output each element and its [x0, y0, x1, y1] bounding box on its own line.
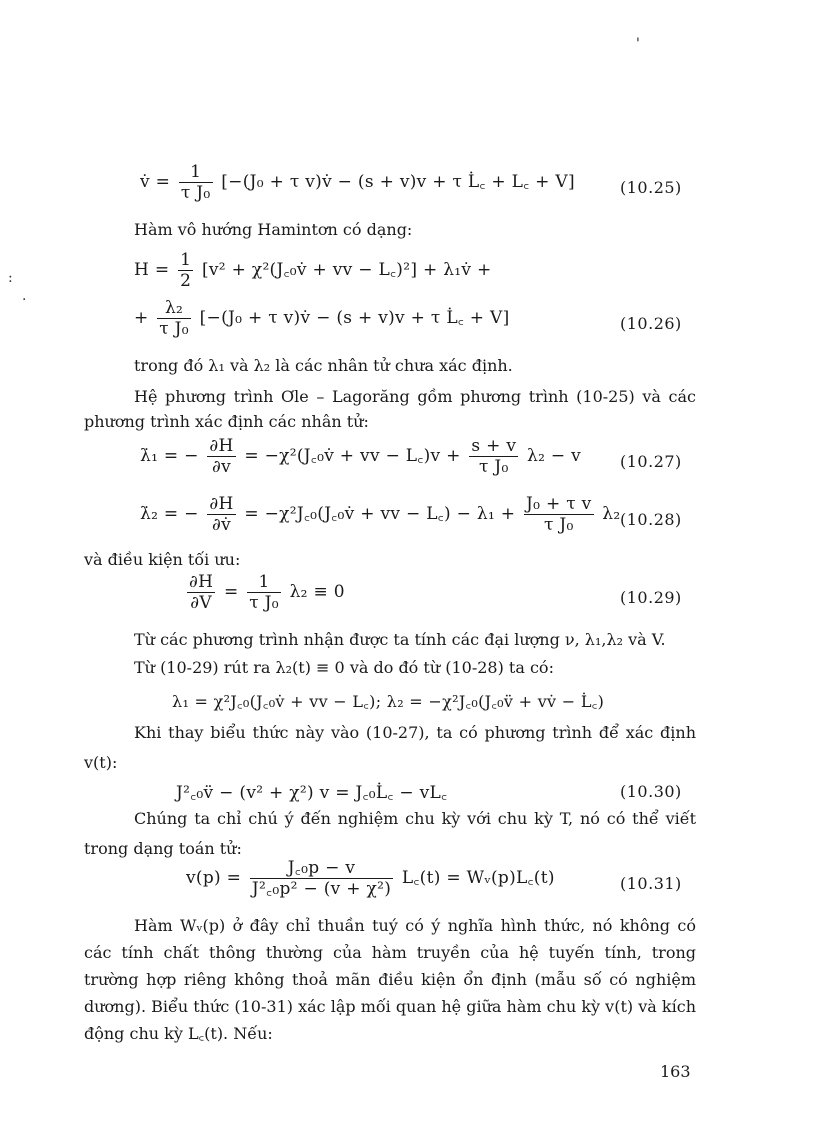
equation-10-27: λ̇₁ = − $\frac{\partial H}{\partial v}$ = −χ²(J꜀₀v̇ + vv − L꜀)v + $\frac{s + v}{\text{τ J₀}}$ λ₂ − v [140, 436, 582, 477]
equation-10-26-line1: H = $\frac{1}{2}$ [v² + χ²(J꜀₀v̇ + vv − L꜀)²] + λ₁v̇ + [134, 250, 492, 291]
equation-10-26-line2: + $\frac{\text{λ₂}}{\text{τ J₀}}$ [−(J₀ + τ v)v̇ − (s + v)v + τ L̇꜀ + V] [134, 298, 510, 339]
equation-number: (10.27) [620, 452, 682, 471]
equation-10-28: λ̇₂ = − $\frac{\partial H}{\partial v̇}$ = −χ²J꜀₀(J꜀₀v̇ + vv − L꜀) − λ₁ + $\frac{\text{J₀ + τ v}}{\text{τ J₀}}$ λ₂ [140, 494, 621, 535]
equation-lambda: λ₁ = χ²J꜀₀(J꜀₀v̇ + vv − L꜀); λ₂ = −χ²J꜀₀(J꜀₀v̈ + vv̇ − L̇꜀) [172, 692, 605, 711]
corner-mark: ' [636, 36, 640, 52]
equation-number: (10.28) [620, 510, 682, 529]
paragraph-trong-do: trong đó λ₁ và λ₂ là các nhân tử chưa xác định. [134, 356, 513, 375]
equation-10-30: J²꜀₀v̈ − (v² + χ²) v = J꜀₀L̇꜀ − vL꜀ [176, 783, 448, 803]
margin-marks-2: · [22, 292, 27, 308]
page-number: 163 [660, 1062, 691, 1081]
equation-number: (10.30) [620, 782, 682, 801]
paragraph-he-phuong-trinh: Hệ phương trình Ơle – Lagorăng gồm phương trình (10-25) và các phương trình xác định các nhân tử: [84, 387, 696, 431]
paragraph-dieu-kien: và điều kiện tối ưu: [84, 550, 241, 569]
paragraph-chung-ta: Chúng ta chỉ chú ý đến nghiệm chu kỳ với chu kỳ T, nó có thể viết trong dạng toán tử: [84, 809, 696, 858]
equation-10-31: v(p) = $\frac{\text{J꜀₀p − v}}{\text{J²꜀₀p² − (v + χ²)}}$ L꜀(t) = Wᵥ(p)L꜀(t) [186, 858, 555, 899]
paragraph-hamilton: Hàm vô hướng Hamintơn có dạng: [134, 220, 413, 239]
paragraph-khi-thay: Khi thay biểu thức này vào (10-27), ta có phương trình để xác định v(t): [84, 723, 696, 772]
equation-10-29: $\frac{\partial H}{\partial V}$ = $\frac{1}{\text{τ J₀}}$ λ₂ ≡ 0 [189, 572, 345, 613]
margin-marks: : [8, 270, 13, 286]
paragraph-tu-1029: Từ (10-29) rút ra λ₂(t) ≡ 0 và do đó từ (10-28) ta có: [134, 658, 554, 677]
paragraph-tu-cac: Từ các phương trình nhận được ta tính các đại lượng ν, λ₁,λ₂ và V. [134, 630, 666, 649]
equation-10-25: v̇ = $\frac{1}{\text{τ J₀}}$ [−(J₀ + τ v)v̇ − (s + v)v + τ L̇꜀ + L꜀ + V] [140, 162, 575, 203]
equation-number: (10.31) [620, 874, 682, 893]
equation-number: (10.29) [620, 588, 682, 607]
equation-number: (10.26) [620, 314, 682, 333]
equation-number: (10.25) [620, 178, 682, 197]
paragraph-ham-w: Hàm Wᵥ(p) ở đây chỉ thuần tuý có ý nghĩa hình thức, nó không có các tính chất thông thường của hàm truyền của hệ tuyến tính, trong trường hợp riêng không thoả mãn điều kiện ổn định (mẫu số có nghiệm dương). Biểu thức (10-31) xác lập mối quan hệ giữa hàm chu kỳ v(t) và kích động chu kỳ L꜀(t). Nếu: [84, 916, 696, 1043]
